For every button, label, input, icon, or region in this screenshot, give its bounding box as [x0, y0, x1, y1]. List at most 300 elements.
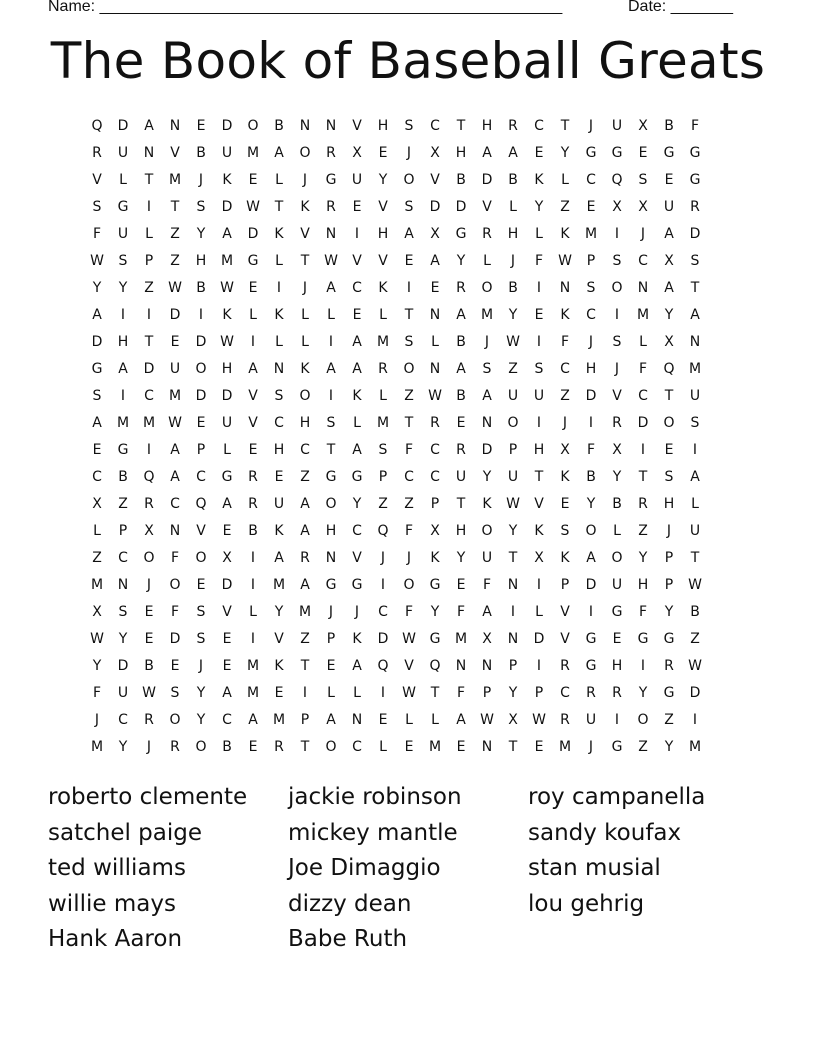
grid-letter: C — [274, 415, 284, 431]
grid-letter: V — [300, 226, 310, 242]
grid-letter: E — [92, 442, 102, 458]
grid-letter: X — [560, 442, 570, 458]
grid-letter: R — [482, 226, 492, 242]
grid-letter: S — [404, 199, 414, 215]
grid-letter: E — [534, 145, 544, 161]
grid-letter: Y — [508, 685, 518, 701]
grid-letter: F — [586, 442, 596, 458]
word-item: willie mays — [48, 890, 176, 917]
grid-letter: W — [142, 685, 156, 701]
grid-letter: U — [455, 469, 467, 485]
grid-letter: W — [246, 199, 260, 215]
grid-letter: J — [614, 361, 620, 377]
grid-letter: S — [586, 280, 596, 296]
grid-letter: X — [534, 550, 544, 566]
grid-letter: W — [532, 712, 546, 728]
grid-letter: R — [144, 496, 154, 512]
grid-letter: C — [300, 442, 310, 458]
grid-row — [84, 572, 734, 599]
grid-letter: I — [536, 415, 542, 431]
grid-letter: V — [560, 631, 570, 647]
grid-letter: M — [246, 658, 260, 674]
grid-letter: E — [222, 523, 232, 539]
grid-letter: A — [326, 712, 336, 728]
grid-letter: U — [273, 496, 285, 512]
grid-letter: K — [560, 307, 570, 323]
grid-letter: X — [482, 631, 492, 647]
grid-letter: Y — [196, 712, 206, 728]
grid-letter: J — [510, 253, 516, 269]
grid-letter: V — [560, 604, 570, 620]
grid-letter: L — [431, 334, 439, 350]
grid-letter: B — [118, 469, 128, 485]
grid-letter: V — [248, 388, 258, 404]
grid-letter: I — [536, 577, 542, 593]
grid-row — [84, 221, 734, 248]
grid-letter: X — [222, 550, 232, 566]
grid-letter: A — [170, 469, 180, 485]
grid-letter: O — [663, 415, 675, 431]
grid-letter: J — [380, 550, 386, 566]
grid-letter: X — [664, 334, 674, 350]
grid-letter: C — [352, 523, 362, 539]
grid-letter: K — [378, 280, 388, 296]
grid-letter: C — [118, 550, 128, 566]
word-item: roy campanella — [528, 784, 706, 810]
grid-letter: A — [144, 118, 154, 134]
grid-letter: W — [506, 496, 520, 512]
grid-letter: L — [535, 226, 543, 242]
grid-letter: J — [640, 226, 646, 242]
grid-row — [84, 599, 734, 626]
grid-letter: Y — [274, 604, 284, 620]
grid-letter: N — [455, 658, 467, 674]
grid-letter: F — [638, 361, 648, 377]
grid-letter: C — [534, 118, 544, 134]
grid-letter: E — [612, 631, 622, 647]
grid-letter: Z — [144, 280, 154, 296]
grid-letter: T — [690, 280, 700, 296]
grid-letter: K — [300, 199, 310, 215]
grid-letter: O — [403, 172, 415, 188]
grid-letter: I — [198, 307, 204, 323]
grid-letter: E — [456, 577, 466, 593]
grid-letter: E — [326, 658, 336, 674]
grid-letter: G — [221, 469, 233, 485]
grid-letter: F — [638, 604, 648, 620]
grid-letter: E — [456, 739, 466, 755]
grid-letter: C — [222, 712, 232, 728]
grid-letter: U — [351, 172, 363, 188]
grid-letter: Z — [300, 469, 310, 485]
grid-letter: H — [507, 226, 519, 242]
grid-letter: V — [482, 199, 492, 215]
grid-letter: L — [145, 226, 153, 242]
grid-letter: O — [403, 361, 415, 377]
grid-letter: J — [406, 550, 412, 566]
grid-letter: G — [351, 577, 363, 593]
grid-letter: Z — [92, 550, 102, 566]
grid-letter: X — [612, 199, 622, 215]
grid-letter: M — [168, 172, 182, 188]
grid-letter: P — [326, 631, 336, 647]
grid-letter: G — [351, 469, 363, 485]
grid-row — [84, 113, 734, 140]
grid-letter: D — [195, 334, 207, 350]
grid-letter: W — [90, 253, 104, 269]
grid-letter: K — [352, 631, 362, 647]
grid-letter: C — [378, 604, 388, 620]
grid-letter: W — [168, 415, 182, 431]
grid-letter: K — [534, 523, 544, 539]
grid-letter: E — [144, 604, 154, 620]
grid-letter: A — [300, 523, 310, 539]
grid-letter: Y — [534, 199, 544, 215]
grid-letter: K — [482, 496, 492, 512]
grid-letter: A — [352, 658, 362, 674]
grid-letter: T — [144, 172, 154, 188]
grid-row — [84, 518, 734, 545]
grid-letter: B — [456, 172, 466, 188]
grid-letter: A — [248, 712, 258, 728]
grid-letter: L — [301, 334, 309, 350]
grid-letter: F — [690, 118, 700, 134]
grid-letter: D — [195, 388, 207, 404]
grid-letter: A — [92, 415, 102, 431]
grid-letter: E — [404, 253, 414, 269]
grid-letter: U — [169, 361, 181, 377]
grid-letter: V — [378, 253, 388, 269]
grid-letter: O — [195, 550, 207, 566]
grid-row — [84, 383, 734, 410]
grid-letter: Q — [429, 658, 441, 674]
grid-letter: R — [326, 145, 336, 161]
grid-row — [84, 491, 734, 518]
grid-letter: D — [455, 199, 467, 215]
grid-letter: A — [664, 280, 674, 296]
grid-letter: A — [352, 334, 362, 350]
grid-letter: D — [117, 658, 129, 674]
grid-letter: Q — [611, 172, 623, 188]
grid-letter: X — [144, 523, 154, 539]
grid-row — [84, 356, 734, 383]
grid-row — [84, 410, 734, 437]
grid-letter: W — [480, 712, 494, 728]
grid-letter: G — [689, 172, 701, 188]
grid-letter: Z — [404, 496, 414, 512]
grid-letter: M — [376, 415, 390, 431]
grid-letter: I — [380, 685, 386, 701]
grid-letter: J — [94, 712, 100, 728]
grid-letter: G — [325, 469, 337, 485]
grid-letter: C — [92, 469, 102, 485]
grid-letter: Z — [378, 496, 388, 512]
grid-letter: S — [690, 415, 700, 431]
grid-letter: G — [585, 658, 597, 674]
grid-letter: Y — [456, 550, 466, 566]
grid-letter: E — [144, 631, 154, 647]
grid-letter: U — [481, 550, 493, 566]
grid-letter: K — [352, 388, 362, 404]
grid-letter: X — [92, 496, 102, 512]
grid-letter: E — [248, 172, 258, 188]
grid-letter: X — [352, 145, 362, 161]
grid-letter: A — [300, 577, 310, 593]
grid-letter: L — [249, 604, 257, 620]
grid-letter: X — [664, 253, 674, 269]
date-field-label: Date: _______ — [628, 0, 733, 15]
grid-letter: L — [223, 442, 231, 458]
word-list-column-3 — [528, 780, 705, 922]
grid-letter: R — [664, 658, 674, 674]
grid-letter: R — [300, 550, 310, 566]
grid-letter: U — [117, 145, 129, 161]
grid-letter: D — [689, 685, 701, 701]
grid-letter: M — [90, 739, 104, 755]
grid-letter: J — [588, 118, 594, 134]
grid-letter: U — [221, 145, 233, 161]
grid-letter: S — [612, 253, 622, 269]
grid-letter: Y — [92, 658, 102, 674]
grid-letter: B — [274, 118, 284, 134]
grid-letter: V — [248, 415, 258, 431]
grid-letter: Y — [664, 739, 674, 755]
grid-letter: C — [352, 739, 362, 755]
grid-letter: F — [404, 442, 414, 458]
grid-row — [84, 545, 734, 572]
grid-letter: I — [640, 658, 646, 674]
grid-letter: I — [120, 388, 126, 404]
grid-letter: D — [637, 415, 649, 431]
grid-letter: Y — [664, 604, 674, 620]
grid-letter: Z — [118, 496, 128, 512]
grid-row — [84, 626, 734, 653]
grid-letter: I — [146, 307, 152, 323]
grid-letter: T — [300, 739, 310, 755]
grid-letter: P — [482, 685, 492, 701]
grid-letter: D — [377, 631, 389, 647]
grid-letter: W — [428, 388, 442, 404]
grid-letter: I — [146, 199, 152, 215]
grid-letter: T — [456, 118, 466, 134]
grid-letter: A — [222, 226, 232, 242]
grid-letter: N — [325, 226, 337, 242]
grid-letter: Z — [638, 523, 648, 539]
grid-letter: Y — [456, 253, 466, 269]
grid-letter: C — [638, 253, 648, 269]
grid-letter: L — [275, 253, 283, 269]
grid-letter: P — [534, 685, 544, 701]
grid-letter: F — [560, 334, 570, 350]
grid-letter: I — [250, 334, 256, 350]
grid-letter: R — [144, 712, 154, 728]
grid-letter: S — [274, 388, 284, 404]
word-search-grid — [84, 113, 734, 761]
grid-letter: F — [404, 604, 414, 620]
grid-letter: L — [561, 172, 569, 188]
grid-letter: M — [688, 739, 702, 755]
grid-letter: T — [404, 307, 414, 323]
grid-letter: E — [534, 307, 544, 323]
grid-letter: X — [612, 442, 622, 458]
grid-letter: Z — [638, 739, 648, 755]
grid-letter: Z — [170, 253, 180, 269]
grid-letter: Y — [612, 469, 622, 485]
grid-letter: Z — [170, 226, 180, 242]
grid-letter: Q — [377, 658, 389, 674]
grid-letter: X — [430, 226, 440, 242]
grid-letter: B — [508, 280, 518, 296]
grid-letter: Y — [508, 523, 518, 539]
grid-letter: W — [402, 685, 416, 701]
grid-letter: O — [195, 739, 207, 755]
grid-letter: A — [92, 307, 102, 323]
grid-letter: K — [560, 550, 570, 566]
grid-letter: M — [298, 604, 312, 620]
grid-letter: U — [117, 226, 129, 242]
word-list-column-2 — [288, 780, 462, 958]
grid-letter: Z — [508, 361, 518, 377]
grid-letter: W — [688, 577, 702, 593]
grid-letter: R — [248, 496, 258, 512]
grid-letter: Y — [638, 550, 648, 566]
grid-letter: P — [196, 442, 206, 458]
grid-letter: I — [146, 442, 152, 458]
grid-letter: E — [222, 658, 232, 674]
grid-letter: W — [402, 631, 416, 647]
grid-letter: I — [302, 685, 308, 701]
word-item: lou gehrig — [528, 890, 645, 917]
grid-letter: D — [143, 361, 155, 377]
grid-letter: T — [534, 469, 544, 485]
grid-letter: N — [169, 523, 181, 539]
grid-letter: N — [273, 361, 285, 377]
grid-letter: V — [612, 388, 622, 404]
grid-letter: I — [588, 604, 594, 620]
grid-letter: N — [169, 118, 181, 134]
grid-letter: H — [637, 577, 649, 593]
grid-letter: R — [378, 361, 388, 377]
grid-letter: H — [377, 226, 389, 242]
grid-letter: M — [116, 415, 130, 431]
grid-letter: V — [352, 253, 362, 269]
grid-letter: I — [406, 280, 412, 296]
grid-letter: C — [638, 388, 648, 404]
grid-letter: D — [429, 199, 441, 215]
grid-letter: H — [481, 118, 493, 134]
grid-letter: V — [170, 145, 180, 161]
grid-row — [84, 680, 734, 707]
grid-letter: L — [301, 307, 309, 323]
grid-letter: O — [507, 415, 519, 431]
grid-letter: L — [353, 685, 361, 701]
grid-letter: C — [196, 469, 206, 485]
grid-letter: N — [481, 739, 493, 755]
grid-letter: S — [612, 334, 622, 350]
grid-letter: L — [93, 523, 101, 539]
grid-letter: Y — [586, 496, 596, 512]
grid-letter: O — [247, 118, 259, 134]
word-item: sandy koufax — [528, 819, 682, 846]
grid-letter: I — [692, 442, 698, 458]
grid-letter: X — [638, 118, 648, 134]
grid-letter: J — [588, 334, 594, 350]
grid-letter: L — [119, 172, 127, 188]
grid-letter: E — [352, 199, 362, 215]
grid-letter: Z — [664, 712, 674, 728]
grid-letter: K — [560, 469, 570, 485]
grid-letter: Y — [352, 496, 362, 512]
grid-letter: Q — [377, 523, 389, 539]
grid-letter: R — [456, 442, 466, 458]
grid-row — [84, 194, 734, 221]
grid-letter: L — [379, 307, 387, 323]
grid-letter: G — [91, 361, 103, 377]
grid-letter: V — [378, 199, 388, 215]
grid-letter: L — [353, 415, 361, 431]
grid-letter: Z — [300, 631, 310, 647]
grid-letter: U — [611, 577, 623, 593]
grid-letter: R — [326, 199, 336, 215]
grid-letter: M — [688, 361, 702, 377]
page-title: The Book of Baseball Greats — [50, 32, 766, 90]
grid-letter: P — [430, 496, 440, 512]
grid-letter: K — [534, 172, 544, 188]
grid-letter: H — [273, 442, 285, 458]
grid-letter: P — [664, 550, 674, 566]
grid-letter: N — [429, 307, 441, 323]
grid-letter: Y — [482, 469, 492, 485]
grid-letter: C — [404, 469, 414, 485]
grid-letter: F — [404, 523, 414, 539]
grid-letter: A — [326, 361, 336, 377]
grid-letter: W — [220, 280, 234, 296]
grid-letter: C — [144, 388, 154, 404]
grid-letter: B — [248, 523, 258, 539]
grid-row — [84, 248, 734, 275]
grid-letter: T — [690, 550, 700, 566]
grid-letter: O — [325, 739, 337, 755]
grid-letter: U — [689, 523, 701, 539]
grid-letter: A — [482, 388, 492, 404]
grid-letter: N — [689, 334, 701, 350]
grid-letter: D — [169, 307, 181, 323]
word-item: satchel paige — [48, 819, 203, 846]
grid-row — [84, 329, 734, 356]
grid-letter: S — [92, 388, 102, 404]
grid-letter: D — [221, 118, 233, 134]
grid-letter: L — [613, 523, 621, 539]
grid-letter: G — [611, 739, 623, 755]
grid-letter: Y — [560, 145, 570, 161]
grid-letter: R — [430, 415, 440, 431]
word-item: jackie robinson — [288, 784, 462, 810]
grid-letter: M — [246, 145, 260, 161]
grid-letter: A — [482, 145, 492, 161]
grid-letter: M — [272, 712, 286, 728]
grid-letter: I — [250, 577, 256, 593]
grid-letter: X — [638, 199, 648, 215]
grid-letter: D — [585, 388, 597, 404]
grid-letter: N — [481, 415, 493, 431]
grid-letter: B — [508, 172, 518, 188]
grid-letter: N — [429, 361, 441, 377]
grid-letter: T — [664, 388, 674, 404]
grid-letter: E — [378, 712, 388, 728]
grid-letter: K — [274, 307, 284, 323]
grid-letter: B — [222, 739, 232, 755]
grid-letter: Y — [118, 280, 128, 296]
